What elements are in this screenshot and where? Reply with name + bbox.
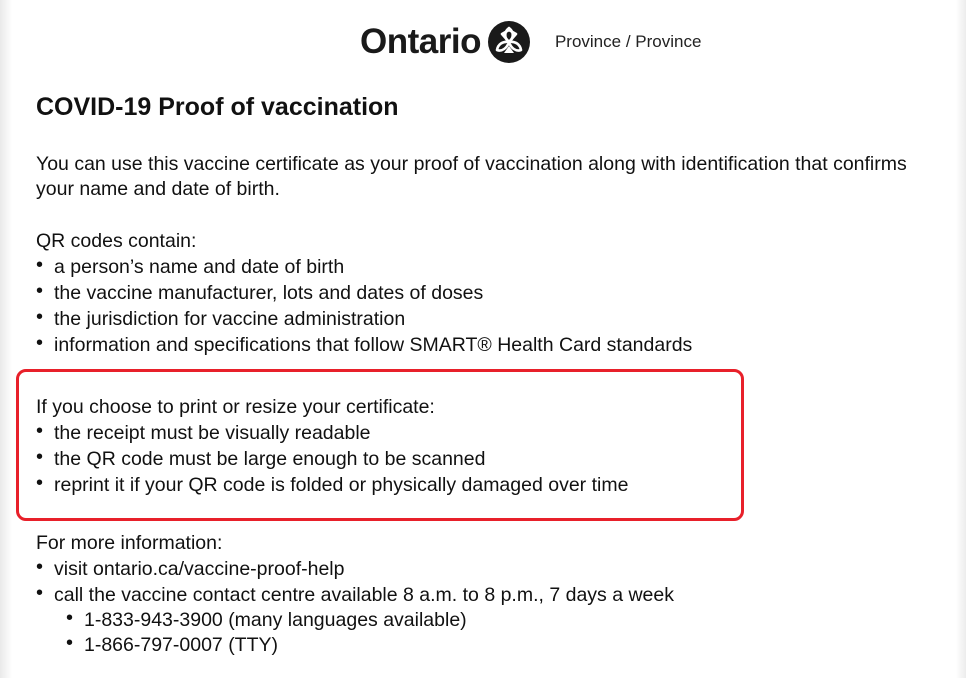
list-item: • information and specifications that follow SMART® Health Card standards [36, 332, 692, 358]
page-edge-left [0, 0, 12, 678]
province-label: Province / Province [554, 32, 702, 51]
list-item: • the QR code must be large enough to be scanned [36, 446, 628, 472]
list-item: • visit ontario.ca/vaccine-proof-help [36, 556, 674, 582]
trillium-logo-icon [487, 20, 531, 64]
print-rules-list [36, 420, 628, 498]
list-item: • the receipt must be visually readable [36, 420, 628, 446]
phone-number: • 1-866-797-0007 (TTY) [66, 633, 674, 658]
print-section-label: If you choose to print or resize your certificate: [36, 396, 435, 418]
header [360, 14, 701, 70]
list-item: • reprint it if your QR code is folded or physically damaged over time [36, 472, 628, 498]
qr-codes-section [36, 228, 692, 358]
more-section-label: For more information: [36, 532, 223, 554]
list-item: • a person’s name and date of birth [36, 254, 692, 280]
list-item: • the vaccine manufacturer, lots and dates of doses [36, 280, 692, 306]
intro-paragraph: You can use this vaccine certificate as your proof of vaccination along with identification that confirms your name and date of birth. [36, 153, 907, 200]
phone-number: • 1-833-943-3900 (many languages available) [66, 608, 674, 633]
ontario-wordmark: Ontario [360, 22, 481, 61]
print-resize-section [36, 394, 628, 498]
list-item: • call the vaccine contact centre available 8 a.m. to 8 p.m., 7 days a week [36, 582, 674, 608]
more-info-list [36, 556, 674, 608]
qr-contents-list [36, 254, 692, 358]
qr-section-label: QR codes contain: [36, 230, 197, 252]
more-info-section [36, 530, 674, 658]
list-item: • the jurisdiction for vaccine administration [36, 306, 692, 332]
page-edge-right [956, 0, 966, 678]
phone-list [36, 608, 674, 658]
page-title: COVID-19 Proof of vaccination [36, 93, 399, 121]
